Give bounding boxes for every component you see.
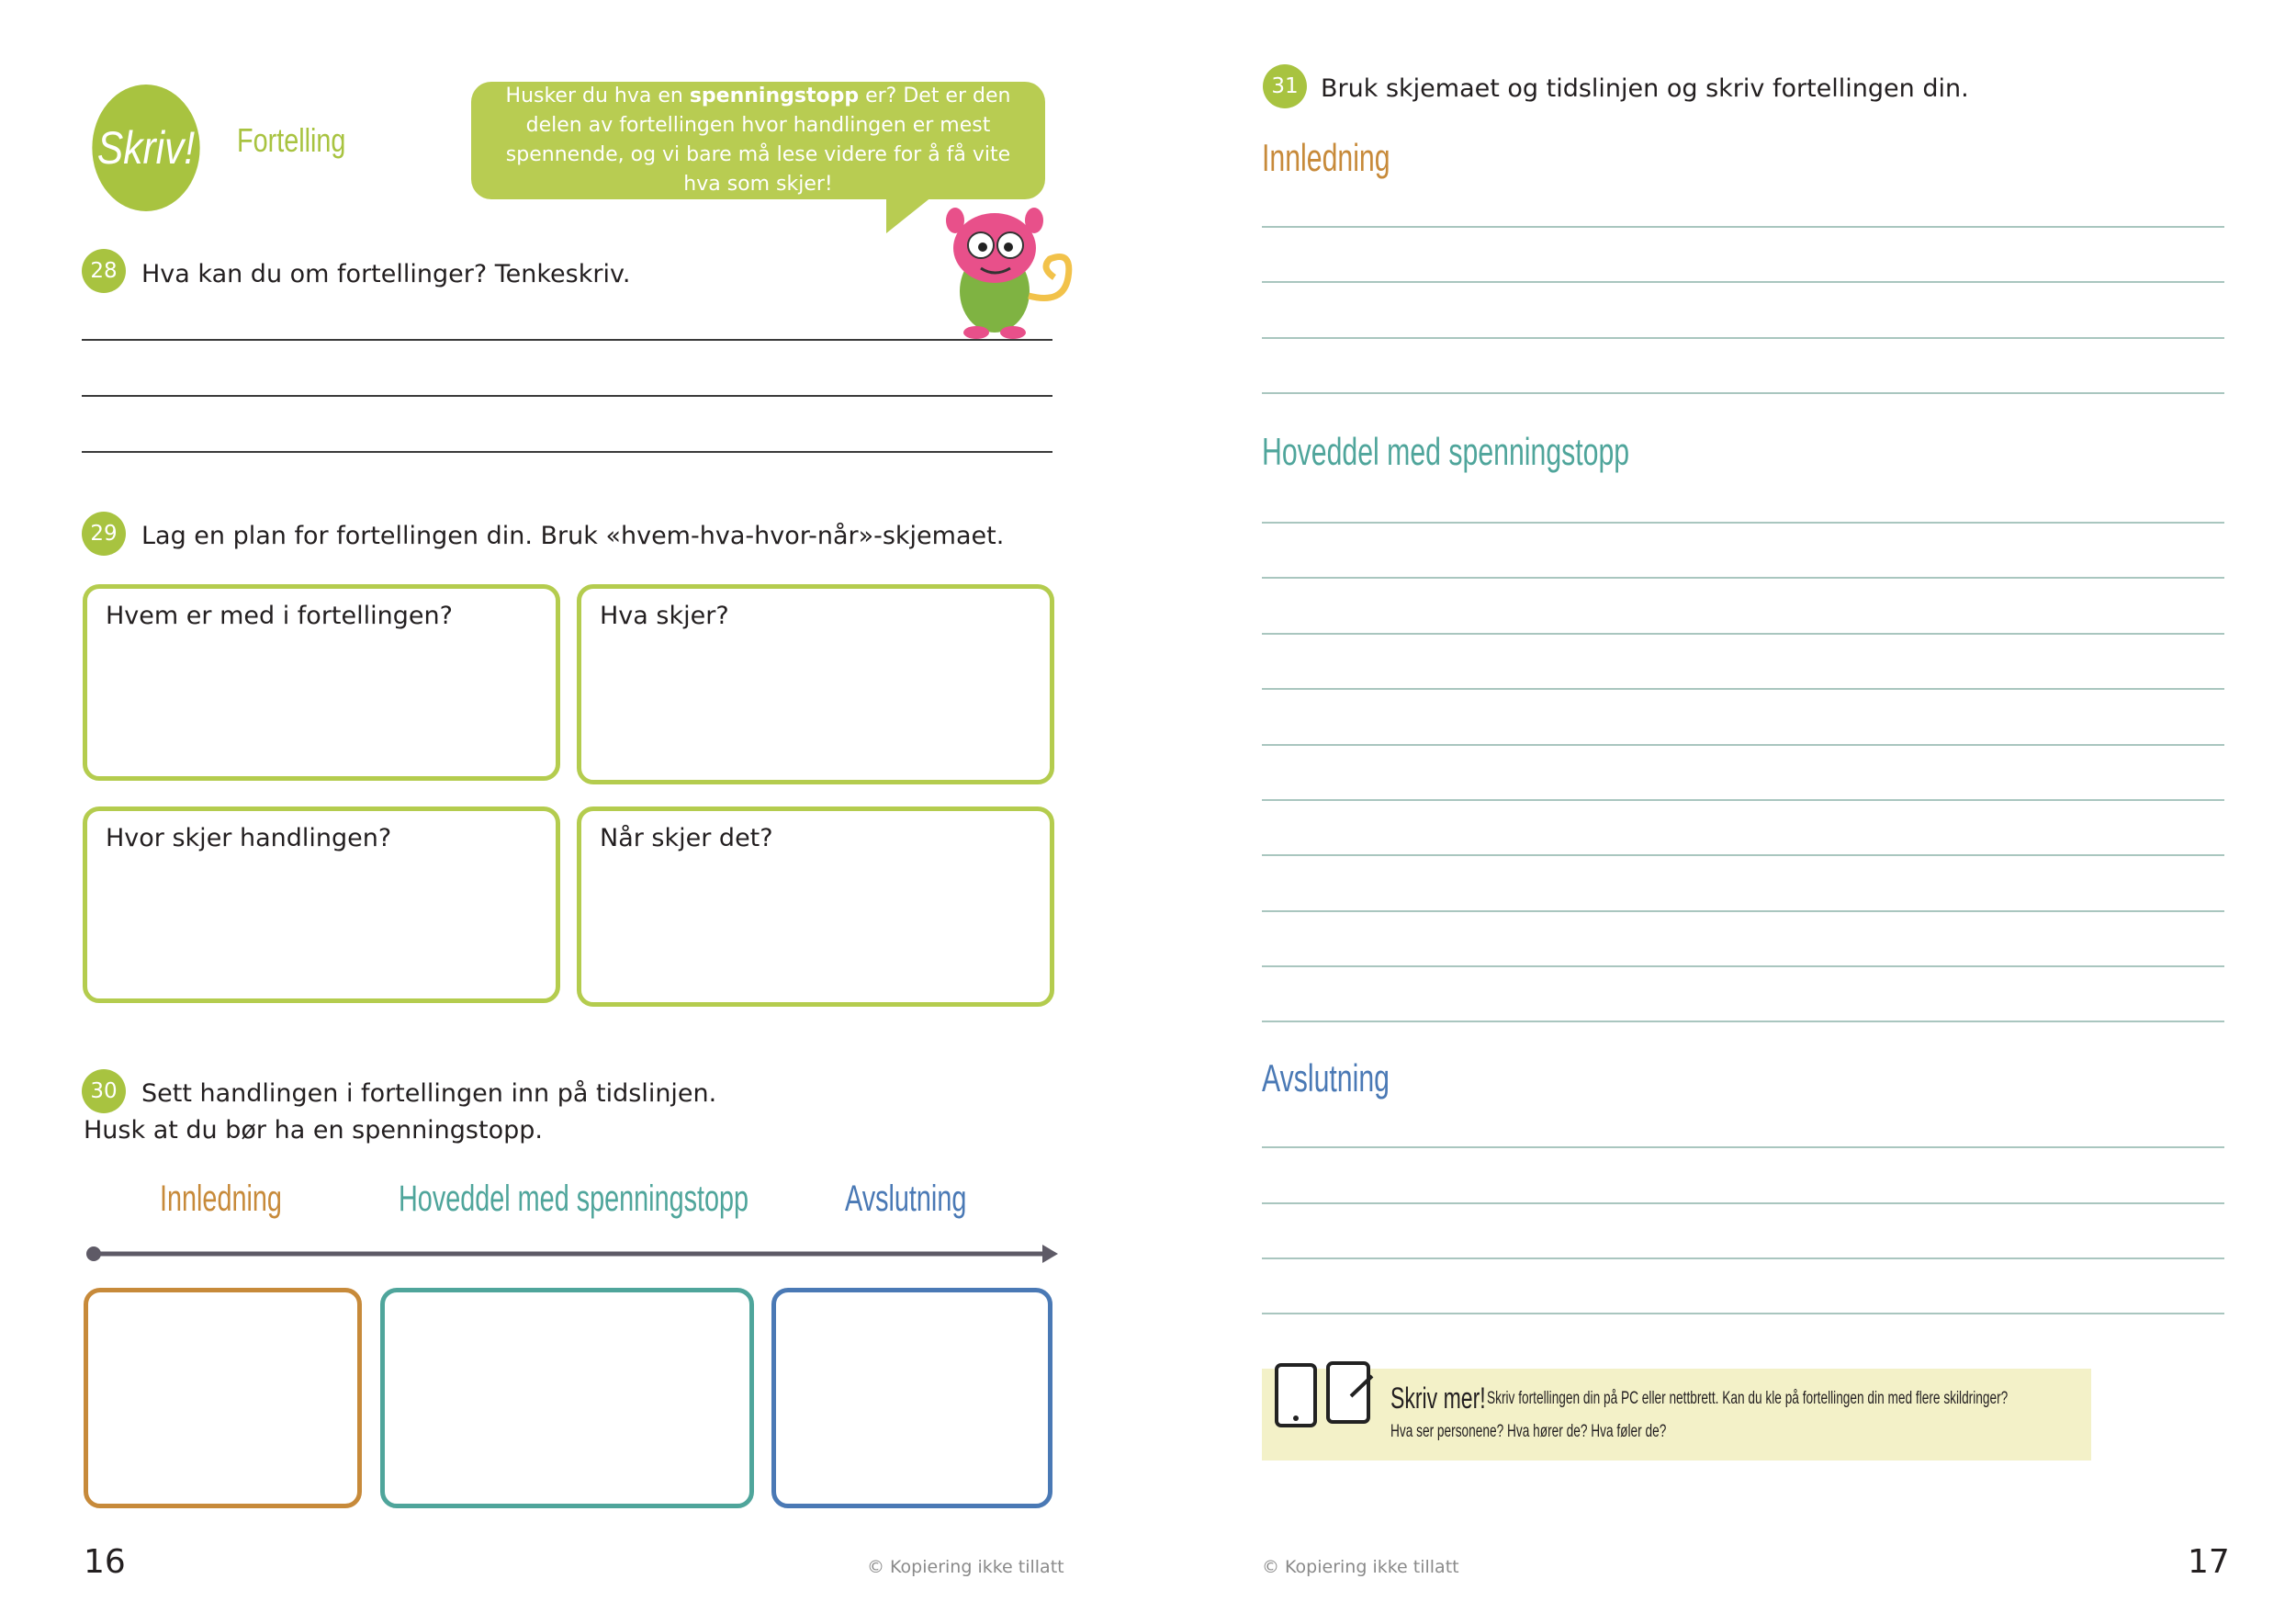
who-box-label: Hvem er med i fortellingen? — [106, 602, 453, 630]
copyright-left: © Kopiering ikke tillatt — [867, 1557, 1064, 1577]
speech-bubble: Husker du hva en spenningstopp er? Det er den delen av fortellingen hvor handlingen er mest spennende, og vi bare må lese videre for å få vite hva som skjer! — [471, 82, 1045, 199]
timeline-label-intro: Innledning — [160, 1179, 282, 1219]
writing-line[interactable] — [1262, 337, 2224, 339]
writing-line[interactable] — [1262, 226, 2224, 228]
page-number-right: 17 — [2188, 1543, 2230, 1581]
skriv-mer-line2: Hva ser personene? Hva hører de? Hva føler de? — [1390, 1422, 1667, 1441]
writing-line[interactable] — [1262, 854, 2224, 856]
writing-line[interactable] — [1262, 744, 2224, 746]
page-number-left: 16 — [84, 1543, 126, 1581]
task-number-31: 31 — [1263, 64, 1307, 108]
section-title: Fortelling — [237, 121, 346, 159]
timeline-arrow — [83, 1240, 1061, 1268]
writing-line[interactable] — [1262, 910, 2224, 912]
where-box-label: Hvor skjer handlingen? — [106, 824, 392, 852]
task-29-text: Lag en plan for fortellingen din. Bruk «hvem-hva-hvor-når»-skjemaet. — [141, 522, 1005, 550]
task-30-line1: Sett handlingen i fortellingen inn på tidslinjen. — [141, 1079, 717, 1108]
when-box[interactable] — [577, 806, 1054, 1007]
writing-line[interactable] — [1262, 1021, 2224, 1022]
writing-line[interactable] — [1262, 1257, 2224, 1259]
timeline-box-main[interactable] — [380, 1288, 754, 1508]
writing-line[interactable] — [82, 395, 1052, 397]
copyright-right: © Kopiering ikke tillatt — [1262, 1557, 1459, 1577]
writing-line[interactable] — [1262, 281, 2224, 283]
skriv-mer-title: Skriv mer! — [1390, 1382, 1486, 1415]
skriv-mer-box — [1262, 1369, 2091, 1460]
writing-line[interactable] — [1262, 688, 2224, 690]
writing-line[interactable] — [1262, 1202, 2224, 1204]
heading-main: Hoveddel med spenningstopp — [1262, 430, 1630, 473]
writing-line[interactable] — [1262, 577, 2224, 579]
writing-line[interactable] — [1262, 392, 2224, 394]
task-number-30: 30 — [82, 1069, 126, 1113]
what-box[interactable] — [577, 584, 1054, 784]
timeline-box-intro[interactable] — [84, 1288, 362, 1508]
device-icons — [1273, 1359, 1379, 1433]
writing-line[interactable] — [1262, 799, 2224, 801]
timeline-label-end: Avslutning — [845, 1179, 967, 1219]
task-30-line2: Husk at du bør ha en spenningstopp. — [84, 1116, 543, 1145]
timeline-box-end[interactable] — [771, 1288, 1052, 1508]
writing-line[interactable] — [1262, 633, 2224, 635]
writing-line[interactable] — [1262, 522, 2224, 524]
skriv-mer-line1: Skriv fortellingen din på PC eller nettbrett. Kan du kle på fortellingen din med flere skildringer? — [1487, 1389, 2009, 1408]
when-box-label: Når skjer det? — [600, 824, 773, 852]
writing-line[interactable] — [1262, 965, 2224, 967]
writing-line[interactable] — [82, 339, 1052, 341]
writing-line[interactable] — [82, 451, 1052, 453]
task-number-28: 28 — [82, 249, 126, 293]
where-box[interactable] — [83, 806, 560, 1003]
task-28-text: Hva kan du om fortellinger? Tenkeskriv. — [141, 260, 631, 288]
heading-end: Avslutning — [1262, 1056, 1390, 1100]
writing-line[interactable] — [1262, 1313, 2224, 1314]
timeline-label-main: Hoveddel med spenningstopp — [399, 1179, 749, 1219]
skriv-logo: Skriv! — [92, 85, 199, 211]
writing-line[interactable] — [1262, 1146, 2224, 1148]
monster-illustration — [926, 195, 1082, 342]
what-box-label: Hva skjer? — [600, 602, 729, 630]
heading-intro: Innledning — [1262, 136, 1390, 179]
task-31-text: Bruk skjemaet og tidslinjen og skriv fortellingen din. — [1321, 74, 1969, 103]
who-box[interactable] — [83, 584, 560, 781]
task-number-29: 29 — [82, 512, 126, 556]
